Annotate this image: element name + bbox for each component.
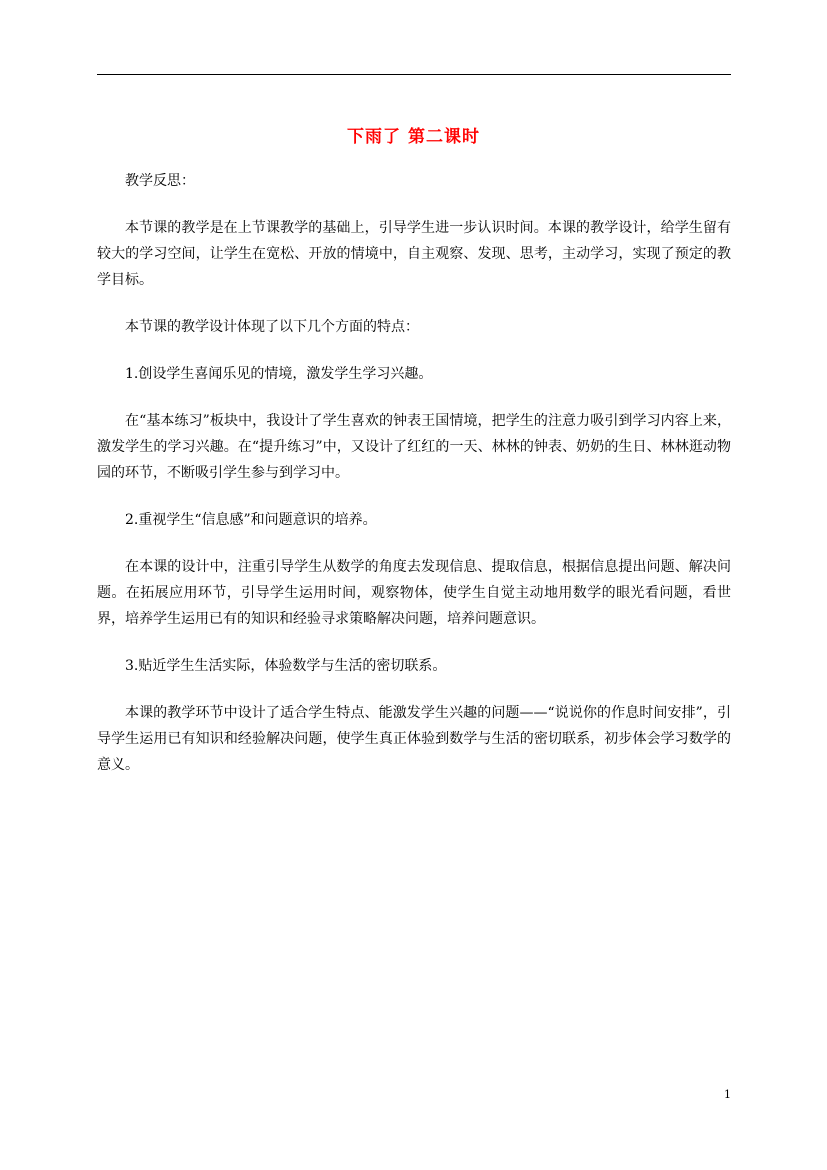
paragraph-intro: 本节课的教学是在上节课教学的基础上，引导学生进一步认识时间。本课的教学设计，给学生留有较大的学习空间，让学生在宽松、开放的情境中，自主观察、发现、思考，主动学习，实现了预定的教学目标。: [97, 220, 731, 288]
document-body: [97, 168, 731, 799]
paragraph-point-1: 在“基本练习”板块中，我设计了学生喜欢的钟表王国情境，把学生的注意力吸引到学习内容上来，激发学生的学习兴趣。在“提升练习”中，又设计了红红的一天、林林的钟表、奶奶的生日、林林逛动物园的环节，不断吸引学生参与到学习中。: [97, 413, 731, 481]
paragraph-features-lead: 本节课的教学设计体现了以下几个方面的特点：: [125, 319, 419, 335]
paragraph-point-2: 在本课的设计中，注重引导学生从数学的角度去发现信息、提取信息，根据信息提出问题、解决问题。在拓展应用环节，引导学生运用时间，观察物体，使学生自觉主动地用数学的眼光看问题，看世界，培养学生运用已有的知识和经验寻求策略解决问题，培养问题意识。: [97, 559, 731, 627]
page-title: 下雨了 第二课时: [347, 127, 480, 147]
point-heading-1: 1.创设学生喜闻乐见的情境，激发学生学习兴趣。: [125, 366, 433, 382]
header-rule: [97, 74, 731, 75]
point-heading-2: 2.重视学生“信息感”和问题意识的培养。: [125, 512, 377, 528]
paragraph-point-3: 本课的教学环节中设计了适合学生特点、能激发学生兴趣的问题——“说说你的作息时间安排”，引导学生运用已有知识和经验解决问题，使学生真正体验到数学与生活的密切联系，初步体会学习数学的意义。: [97, 705, 731, 773]
reflection-heading: 教学反思：: [125, 173, 195, 189]
point-heading-3: 3.贴近学生生活实际，体验数学与生活的密切联系。: [125, 658, 447, 674]
page-number: 1: [724, 1088, 731, 1101]
